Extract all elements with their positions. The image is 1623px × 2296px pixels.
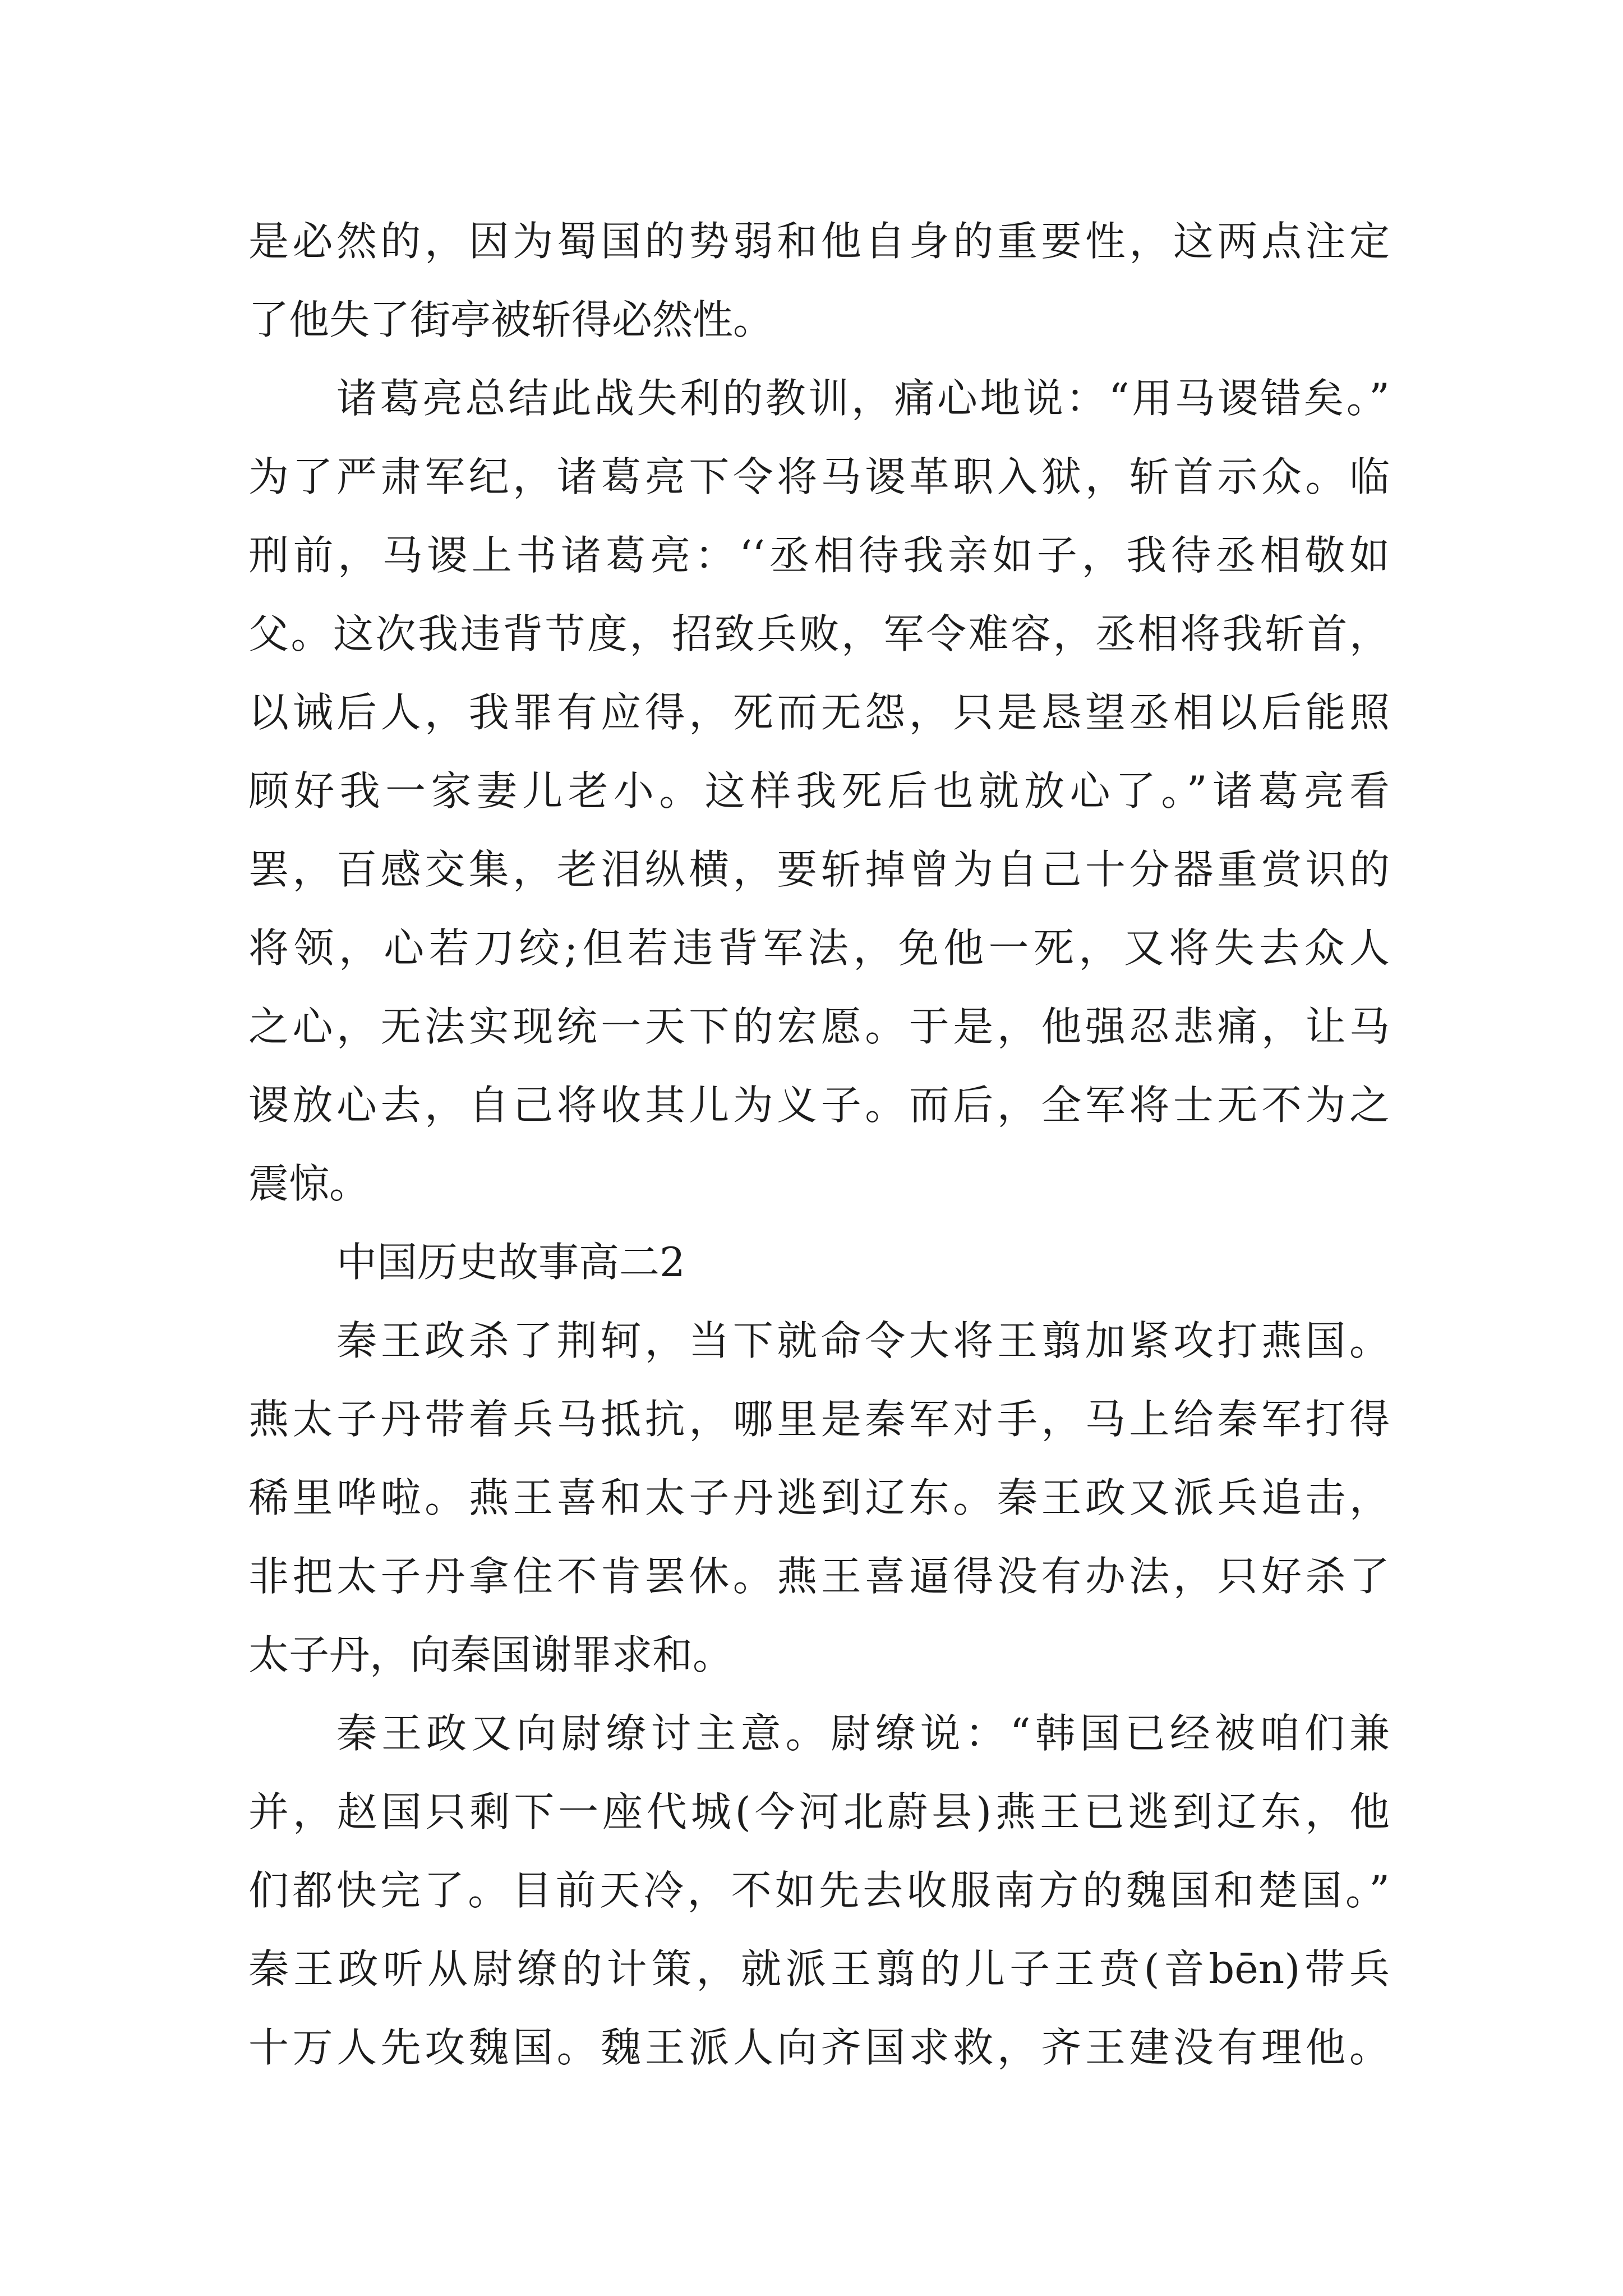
text-line: 谡放心去，自己将收其儿为义子。而后，全军将士无不为之: [248, 1082, 1390, 1129]
text-line: 燕太子丹带着兵马抵抗，哪里是秦军对手，马上给秦军打得: [248, 1396, 1390, 1443]
text-line: 秦王政杀了荆轲，当下就命令大将王翦加紧攻打燕国。: [336, 1317, 1390, 1364]
text-line: 并，赵国只剩下一座代城(今河北蔚县)燕王已逃到辽东，他: [248, 1788, 1390, 1835]
text-line: 以诫后人，我罪有应得，死而无怨，只是恳望丞相以后能照: [248, 689, 1390, 736]
text-line: 父。这次我违背节度，招致兵败，军令难容，丞相将我斩首，: [248, 610, 1390, 657]
paragraph: [248, 202, 1390, 359]
text-line: 将领，心若刀绞;但若违背军法，免他一死，又将失去众人: [248, 924, 1390, 972]
document-body: [248, 202, 1390, 2087]
text-line: 秦王政听从尉缭的计策，就派王翦的儿子王贲(音bēn)带兵: [248, 1945, 1390, 1993]
paragraph: [248, 1301, 1390, 1694]
text-line: 顾好我一家妻儿老小。这样我死后也就放心了。”诸葛亮看: [248, 767, 1390, 815]
section-heading-text: 中国历史故事高二2: [336, 1239, 685, 1286]
paragraph: [248, 359, 1390, 1223]
text-line: 太子丹，向秦国谢罪求和。: [248, 1631, 734, 1678]
section-heading: [248, 1223, 1390, 1301]
text-line: 震惊。: [248, 1160, 370, 1207]
text-line: 为了严肃军纪，诸葛亮下令将马谡革职入狱，斩首示众。临: [248, 453, 1390, 500]
text-line: 十万人先攻魏国。魏王派人向齐国求救，齐王建没有理他。: [248, 2024, 1390, 2071]
text-line: 稀里哗啦。燕王喜和太子丹逃到辽东。秦王政又派兵追击，: [248, 1474, 1390, 1521]
text-line: 秦王政又向尉缭讨主意。尉缭说：“韩国已经被咱们兼: [336, 1710, 1390, 1757]
text-line: 了他失了街亭被斩得必然性。: [248, 296, 774, 343]
text-line: 们都快完了。目前天冷，不如先去收服南方的魏国和楚国。”: [248, 1867, 1390, 1914]
text-line: 是必然的，因为蜀国的势弱和他自身的重要性，这两点注定: [248, 218, 1390, 265]
text-line: 之心，无法实现统一天下的宏愿。于是，他强忍悲痛，让马: [248, 1003, 1390, 1050]
text-line: 罢，百感交集，老泪纵横，要斩掉曾为自己十分器重赏识的: [248, 846, 1390, 893]
text-line: 非把太子丹拿住不肯罢休。燕王喜逼得没有办法，只好杀了: [248, 1553, 1390, 1600]
paragraph: [248, 1694, 1390, 2087]
text-line: 诸葛亮总结此战失利的教训，痛心地说：“用马谡错矣。”: [336, 375, 1390, 422]
text-line: 刑前，马谡上书诸葛亮：‘‘丞相待我亲如子，我待丞相敬如: [248, 532, 1390, 579]
